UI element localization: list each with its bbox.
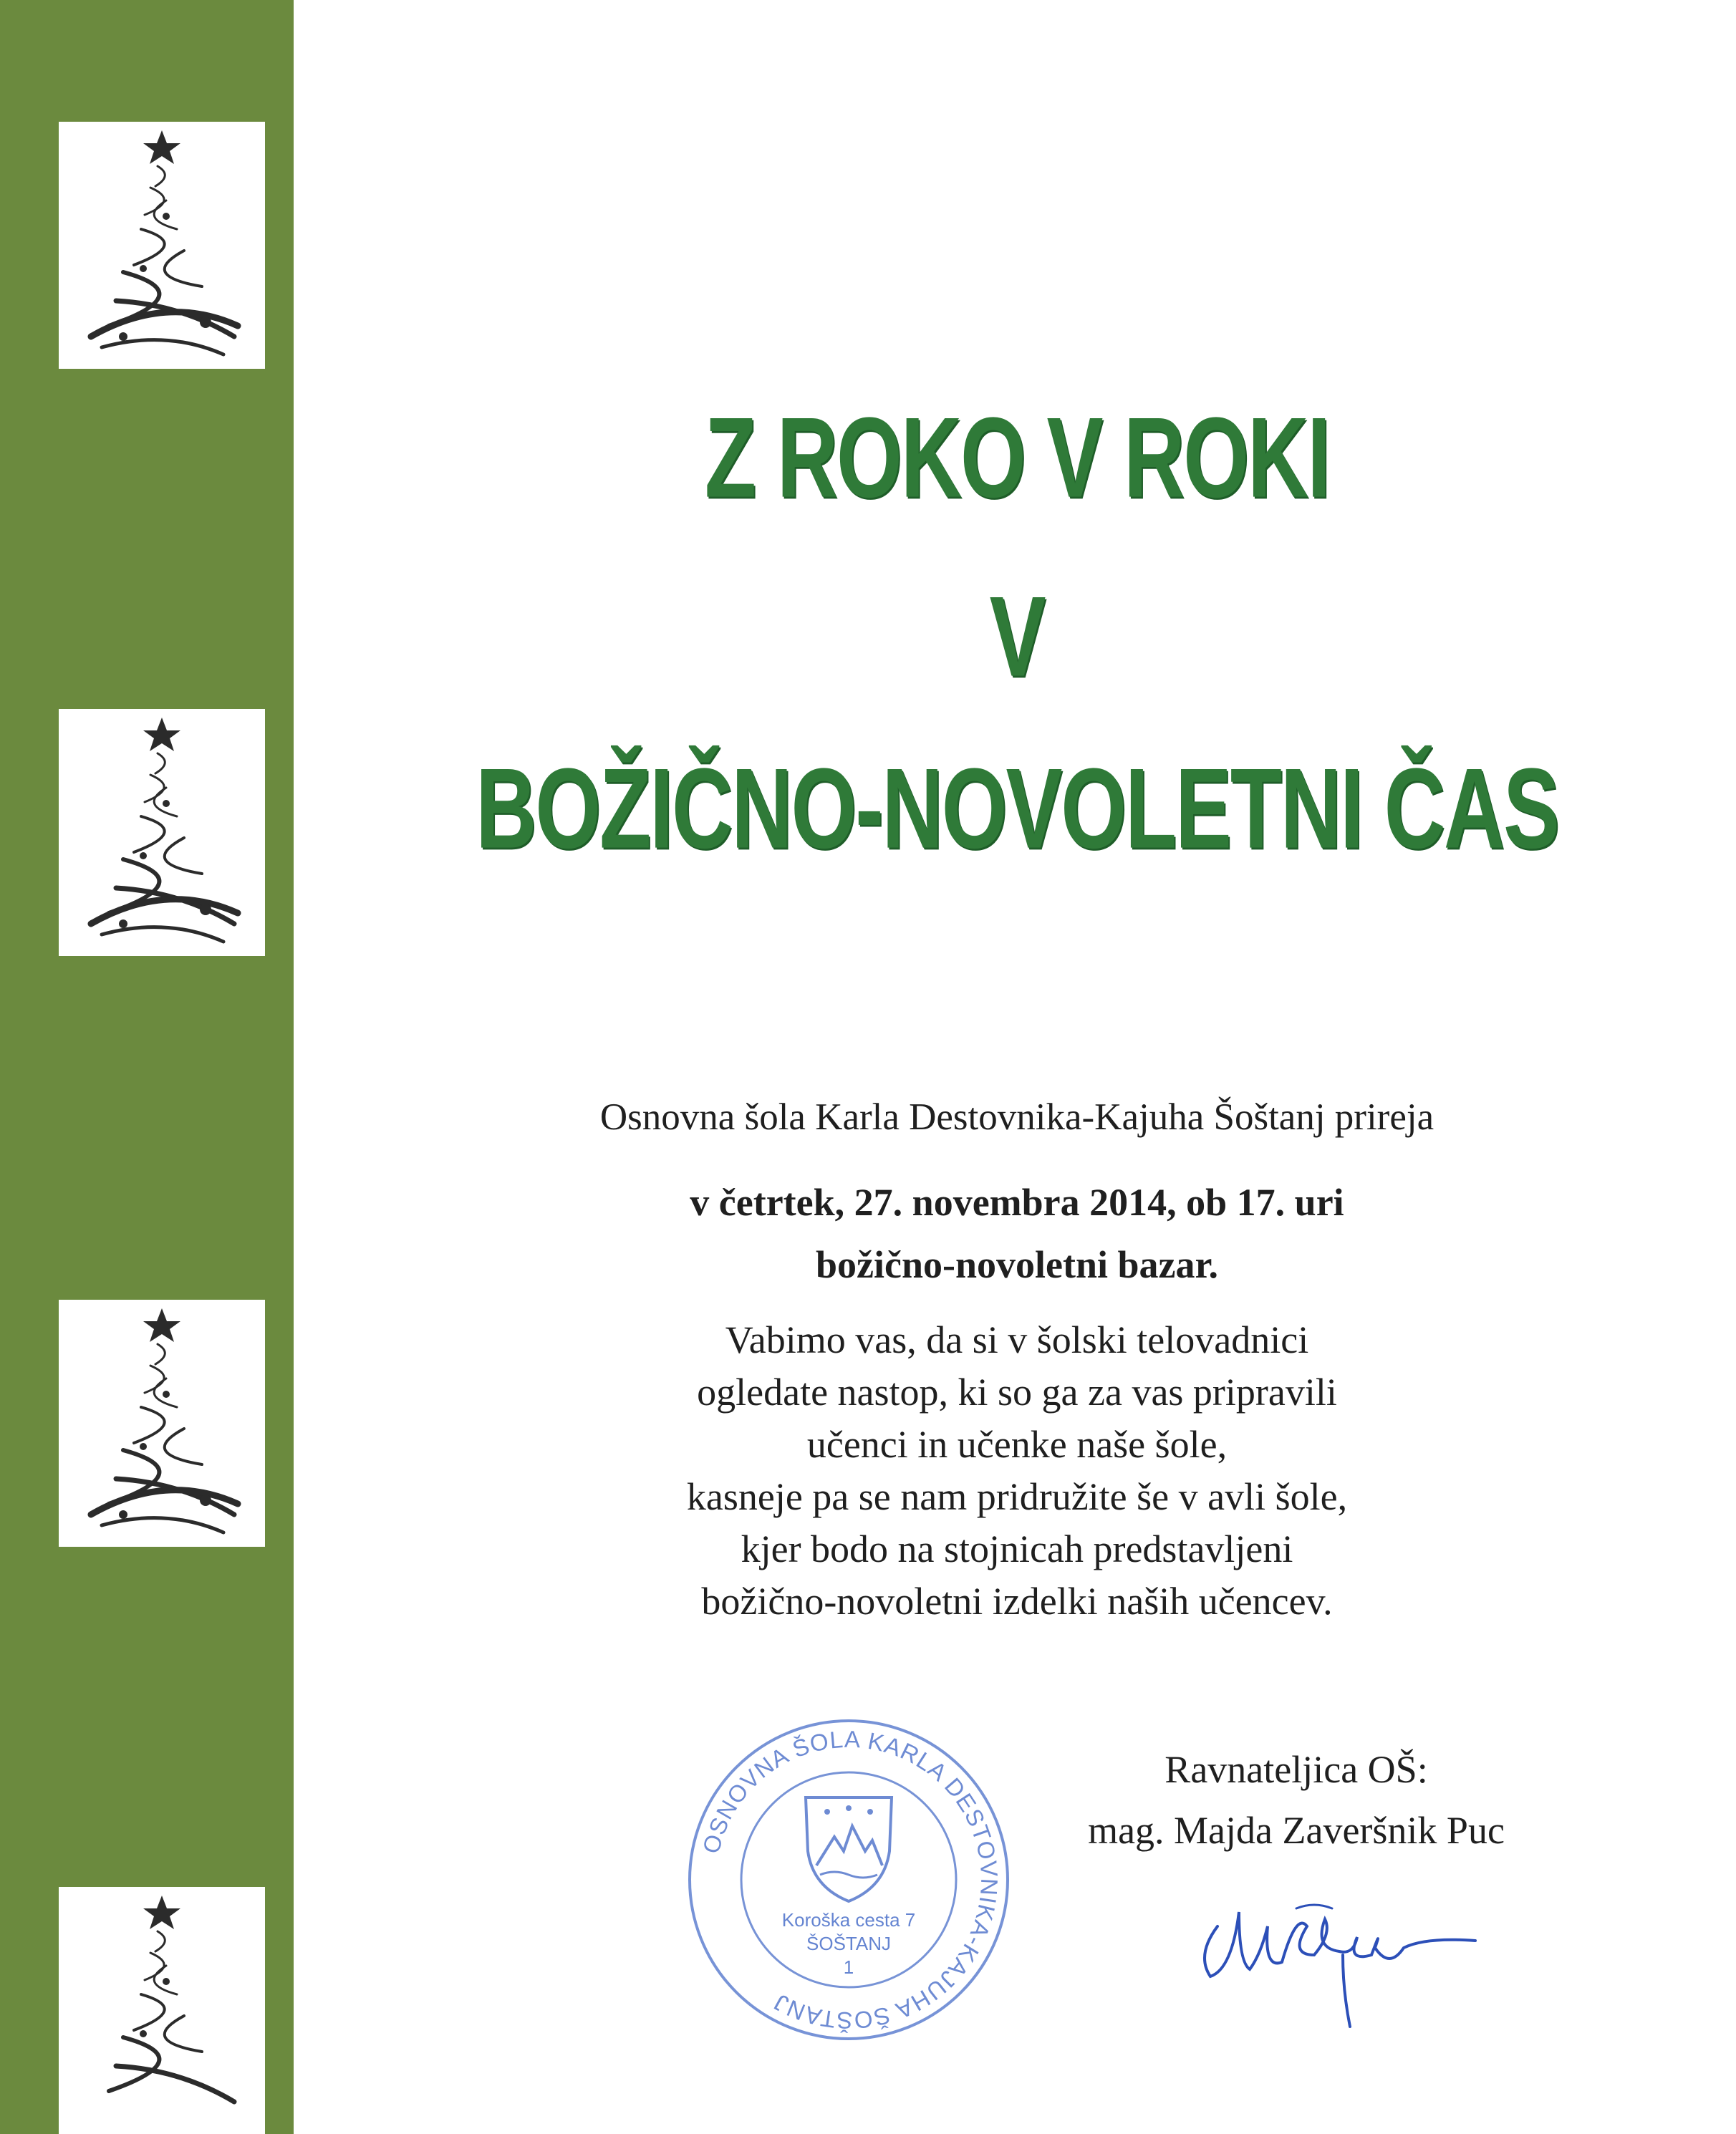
event-name: božično-novoletni bazar. bbox=[815, 1243, 1219, 1286]
title-line-2: V bbox=[989, 573, 1045, 701]
invitation-line: božično-novoletni izdelki naših učencev. bbox=[701, 1580, 1333, 1623]
invitation-line: učenci in učenke naše šole, bbox=[806, 1423, 1228, 1466]
stamp-town: ŠOŠTANJ bbox=[806, 1933, 891, 1954]
christmas-tree-icon bbox=[59, 1887, 265, 2134]
title-line-3: BOŽIČNO-NOVOLETNI ČAS bbox=[476, 745, 1558, 873]
tree-card bbox=[59, 1300, 265, 1547]
tree-card bbox=[59, 122, 265, 369]
signatory-role: Ravnateljica OŠ: bbox=[1164, 1748, 1428, 1791]
christmas-tree-icon bbox=[59, 122, 265, 369]
signatory-name: mag. Majda Zaveršnik Puc bbox=[1088, 1809, 1505, 1852]
stamp-number: 1 bbox=[843, 1956, 854, 1978]
christmas-tree-icon bbox=[59, 709, 265, 956]
school-stamp bbox=[680, 1711, 1017, 2048]
tree-card bbox=[59, 1887, 265, 2134]
coat-of-arms-icon bbox=[806, 1797, 892, 1901]
invitation-line: ogledate nastop, ki so ga za vas pripravili bbox=[697, 1371, 1337, 1414]
title-line-1: Z ROKO V ROKI bbox=[704, 394, 1330, 522]
tree-card bbox=[59, 709, 265, 956]
stamp-address: Koroška cesta 7 bbox=[781, 1909, 916, 1931]
invitation-line: Vabimo vas, da si v šolski telovadnici bbox=[725, 1318, 1309, 1361]
event-datetime: v četrtek, 27. novembra 2014, ob 17. uri bbox=[690, 1181, 1344, 1224]
invitation-text bbox=[401, 1314, 1633, 1628]
handwritten-signature bbox=[1189, 1869, 1490, 2034]
stamp-ring-text: OSNOVNA ŠOLA KARLA DESTOVNIKA-KAJUHA ŠOŠTANJ bbox=[697, 1725, 1003, 2034]
christmas-tree-icon bbox=[59, 1300, 265, 1547]
invitation-line: kjer bodo na stojnicah predstavljeni bbox=[741, 1527, 1293, 1570]
invitation-line: kasneje pa se nam pridružite še v avli šole, bbox=[686, 1475, 1348, 1518]
intro-text: Osnovna šola Karla Destovnika-Kajuha Šoštanj prireja bbox=[599, 1096, 1434, 1138]
